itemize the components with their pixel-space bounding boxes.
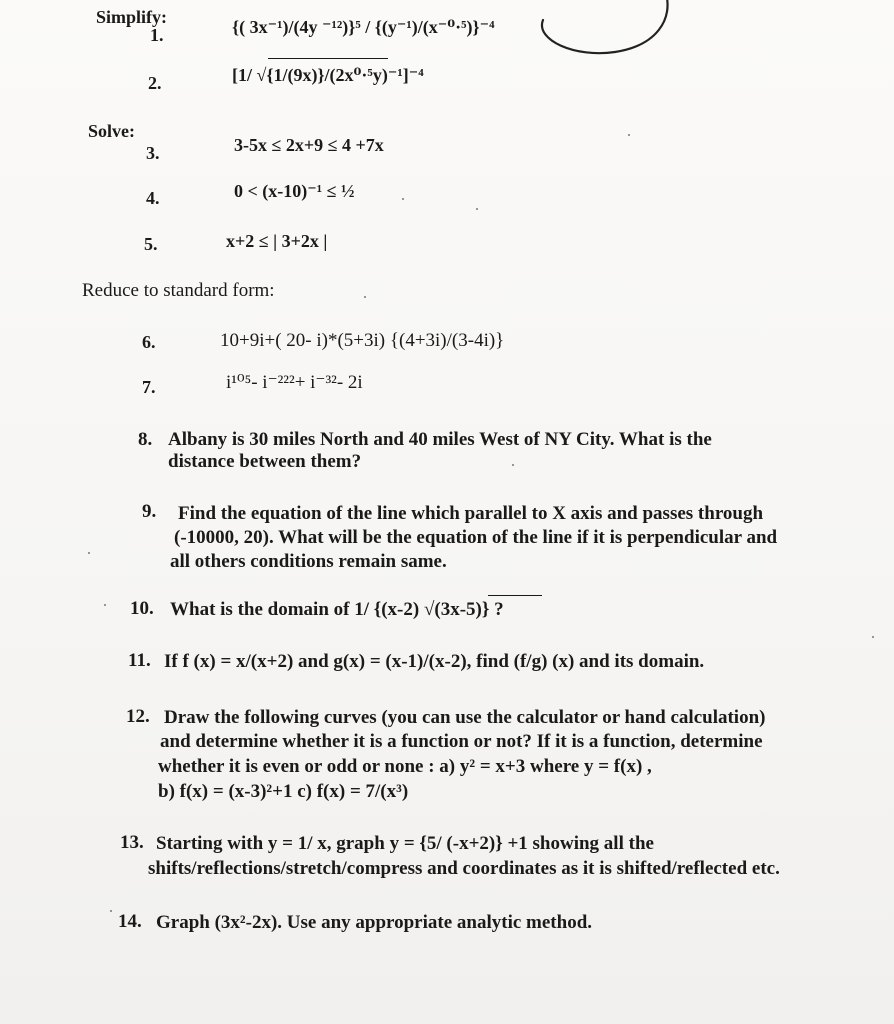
problem-7-expression: i¹⁰⁵- i⁻²²²+ i⁻³²- 2i (226, 372, 363, 393)
problem-9-number: 9. (142, 501, 157, 522)
handdrawn-circle-mark (525, 0, 675, 60)
problem-12-line-3: whether it is even or odd or none : a) y² = x+3 where y = f(x) , (158, 756, 652, 777)
problem-12-number: 12. (126, 706, 150, 727)
problem-8-line-2: distance between them? (168, 451, 362, 472)
scan-speck (476, 208, 478, 210)
scan-speck (88, 552, 90, 554)
problem-12-line-2: and determine whether it is a function or not? If it is a function, determine (160, 731, 763, 752)
problem-12-line-1: Draw the following curves (you can use the calculator or hand calculation) (164, 707, 766, 728)
problem-4-number: 4. (146, 188, 160, 208)
problem-3-number: 3. (146, 143, 160, 163)
problem-10-number: 10. (130, 598, 154, 619)
scan-speck (104, 604, 106, 606)
problem-9-line-3: all others conditions remain same. (170, 551, 447, 572)
problem-1-expression: {( 3x⁻¹)/(4y ⁻¹²)}⁵ / {(y⁻¹)/(x⁻⁰·⁵)}⁻⁴ (232, 17, 495, 37)
problem-12-line-4: b) f(x) = (x-3)²+1 c) f(x) = 7/(x³) (158, 781, 409, 802)
scan-speck (364, 296, 366, 298)
section-simplify: Simplify: (96, 7, 168, 27)
problem-8-line-1: Albany is 30 miles North and 40 miles West of NY City. What is the (168, 429, 712, 450)
problem-5-number: 5. (144, 234, 158, 254)
problem-11-number: 11. (128, 650, 151, 671)
section-solve: Solve: (88, 121, 135, 141)
scan-speck (628, 134, 630, 136)
problem-14-number: 14. (118, 911, 142, 932)
radical-overline (268, 58, 388, 59)
problem-4-expression: 0 < (x-10)⁻¹ ≤ ½ (234, 181, 355, 201)
problem-10-text: What is the domain of 1/ {(x-2) √(3x-5)} ? (170, 599, 504, 620)
problem-5-expression: x+2 ≤ | 3+2x | (226, 231, 328, 251)
problem-6-expression: 10+9i+( 20- i)*(5+3i) {(4+3i)/(3-4i)} (220, 330, 505, 351)
problem-13-line-1: Starting with y = 1/ x, graph y = {5/ (-x+2)} +1 showing all the (156, 833, 654, 854)
scan-speck (512, 464, 514, 466)
problem-9-line-1: Find the equation of the line which parallel to X axis and passes through (178, 503, 764, 524)
problem-9-line-2: (-10000, 20). What will be the equation of the line if it is perpendicular and (174, 527, 778, 548)
problem-8-number: 8. (138, 429, 153, 450)
scan-speck (872, 636, 874, 638)
problem-14-text: Graph (3x²-2x). Use any appropriate analytic method. (156, 912, 593, 933)
problem-6-number: 6. (142, 332, 156, 352)
problem-7-number: 7. (142, 377, 156, 397)
problem-2-number: 2. (148, 73, 162, 93)
problem-13-number: 13. (120, 832, 144, 853)
section-reduce: Reduce to standard form: (82, 280, 275, 301)
problem-1-number: 1. (150, 25, 164, 45)
problem-3-expression: 3-5x ≤ 2x+9 ≤ 4 +7x (234, 135, 384, 155)
scan-speck (110, 910, 112, 912)
scan-speck (402, 198, 404, 200)
problem-11-text: If f (x) = x/(x+2) and g(x) = (x-1)/(x-2), find (f/g) (x) and its domain. (164, 651, 705, 672)
problem-13-line-2: shifts/reflections/stretch/compress and coordinates as it is shifted/reflected etc. (148, 858, 780, 879)
problem-2-expression: [1/ √{1/(9x)}/(2x⁰·⁵y)⁻¹]⁻⁴ (232, 65, 424, 85)
radical-overline-10 (488, 595, 542, 596)
